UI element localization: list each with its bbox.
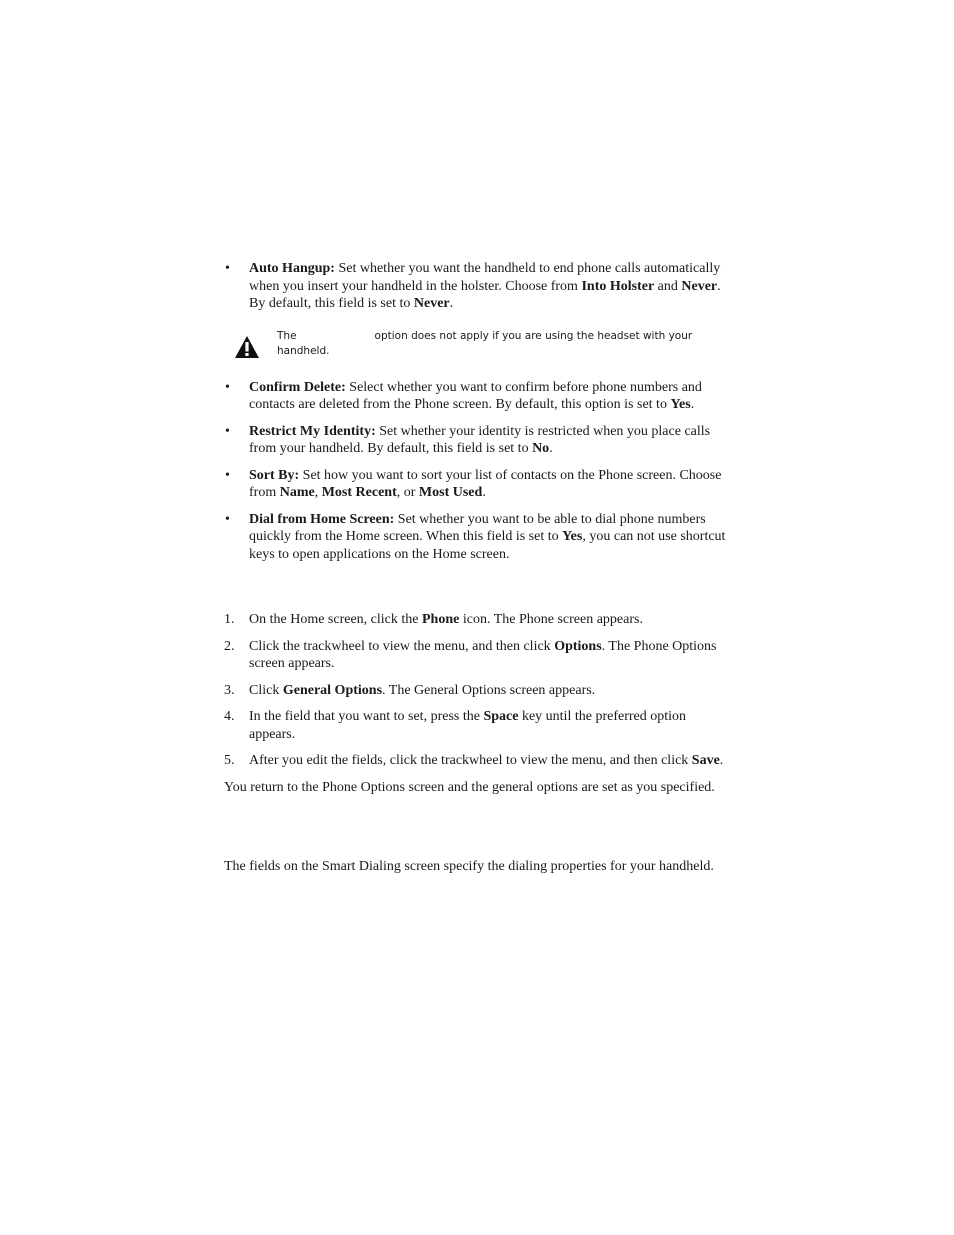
settings-list-continued	[224, 379, 732, 564]
setting-item: • Sort By: Set how you want to sort your list of contacts on the Phone screen. Choose from Name, Most Recent, or Most Used.	[225, 467, 722, 500]
setting-term: Restrict My Identity:	[249, 423, 376, 439]
step-number: 1.	[224, 612, 235, 627]
setting-item: • Auto Hangup: Set whether you want the handheld to end phone calls automatically when you insert your handheld in the holster. Choose from Into Holster and Never. By default, this field is set to Never.	[225, 261, 721, 311]
bullet: •	[225, 261, 230, 276]
setting-item: • Confirm Delete: Select whether you want to confirm before phone numbers and contacts are deleted from the Phone screen. By default, this option is set to Yes.	[225, 379, 702, 412]
warning-icon	[234, 335, 260, 359]
step-item: 4. In the field that you want to set, press the Space key until the preferred option appears.	[224, 709, 687, 742]
document-page	[224, 260, 732, 876]
settings-list	[224, 260, 732, 313]
setting-term: Dial from Home Screen:	[249, 511, 395, 527]
step-number: 3.	[224, 682, 235, 698]
smart-dialing-paragraph: The fields on the Smart Dialing screen specify the dialing properties for your handheld.	[224, 859, 714, 874]
note-text: The option does not apply if you are using the headset with your handheld.	[277, 329, 693, 357]
setting-term: Sort By:	[249, 467, 300, 483]
step-item: 2. Click the trackwheel to view the menu, and then click Options. The Phone Options screen appears.	[224, 638, 717, 671]
setting-term: Auto Hangup:	[249, 261, 335, 276]
steps-list	[224, 611, 732, 770]
step-number: 2.	[224, 638, 235, 654]
setting-term: Confirm Delete:	[249, 379, 346, 395]
warning-note	[224, 329, 732, 363]
step-item: 1. On the Home screen, click the Phone icon. The Phone screen appears.	[224, 612, 643, 627]
setting-item: • Restrict My Identity: Set whether your identity is restricted when you place calls from your handheld. By default, this field is set to No.	[225, 423, 711, 456]
setting-item: • Dial from Home Screen: Set whether you want to be able to dial phone numbers quickly from the Home screen. When this field is set to Yes, you can not use shortcut keys to open applications on the Home screen.	[225, 511, 726, 562]
step-item: 3. Click General Options. The General Options screen appears.	[224, 682, 596, 698]
result-paragraph: You return to the Phone Options screen and the general options are set as you specified.	[224, 779, 715, 795]
step-item: 5. After you edit the fields, click the trackwheel to view the menu, and then click Save.	[224, 753, 724, 768]
step-number: 5.	[224, 753, 235, 768]
step-number: 4.	[224, 709, 235, 724]
